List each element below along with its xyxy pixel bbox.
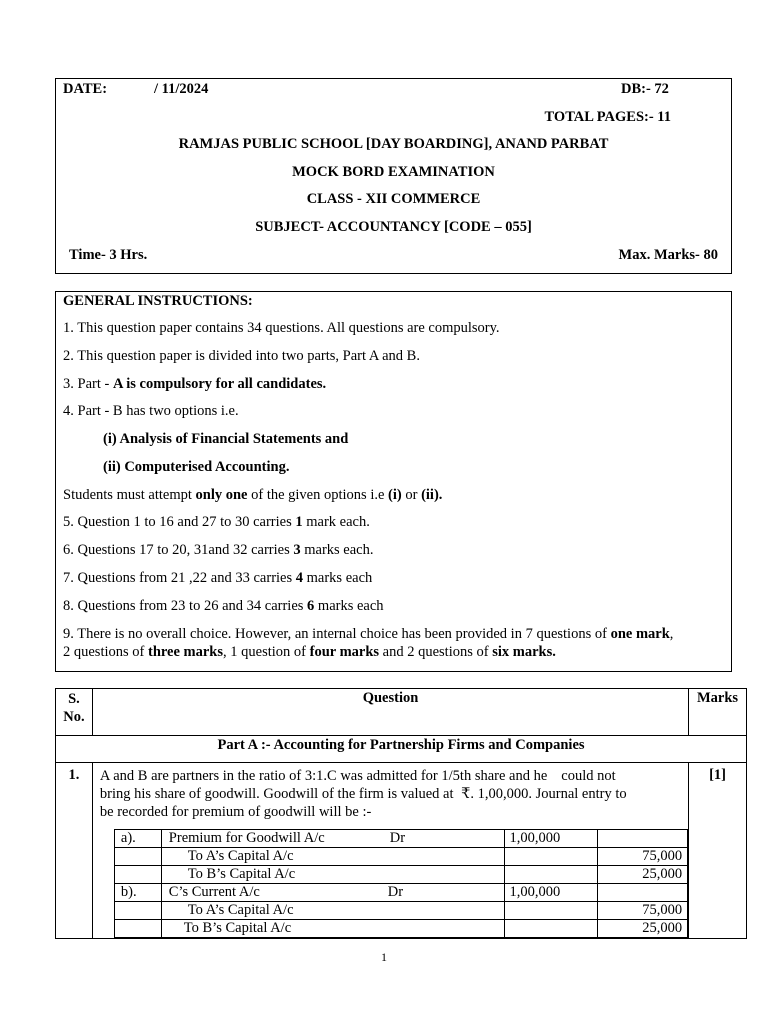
col-marks-header: Marks xyxy=(689,689,747,736)
option-label: b). xyxy=(114,884,161,902)
option-row xyxy=(114,848,687,866)
table-header-row xyxy=(56,689,747,736)
options-table xyxy=(114,829,688,938)
entry-text: C’s Current A/c xyxy=(168,884,260,900)
instructions-title: GENERAL INSTRUCTIONS: xyxy=(63,293,253,309)
debit-amount xyxy=(505,866,598,884)
date-label: DATE: xyxy=(63,81,108,97)
credit-amount: 25,000 xyxy=(598,866,688,884)
col-question-header: Question xyxy=(92,689,688,736)
debit-marker: Dr xyxy=(387,884,404,900)
question-text xyxy=(92,763,688,939)
instruction-9: 9. There is no overall choice. However, an internal choice has been provided in 7 questions of one mark, xyxy=(63,626,674,642)
part-a-row xyxy=(56,736,747,763)
instruction-3: 3. Part - A is compulsory for all candidates. xyxy=(63,376,327,392)
school-name: RAMJAS PUBLIC SCHOOL [DAY BOARDING], ANAND PARBAT xyxy=(178,136,609,152)
exam-header xyxy=(55,78,732,274)
part-a-title: Part A :- Accounting for Partnership Firms and Companies xyxy=(56,736,747,763)
col-sno-header: S. No. xyxy=(56,689,93,736)
option-row xyxy=(114,830,687,848)
credit-amount: 75,000 xyxy=(598,902,688,920)
option-label: a). xyxy=(114,830,161,848)
journal-entry xyxy=(161,866,505,884)
instruction-6: 6. Questions 17 to 20, 31and 32 carries 3 marks each. xyxy=(63,542,374,558)
debit-amount: 1,00,000 xyxy=(505,884,598,902)
question-line-3: be recorded for premium of goodwill will be :- xyxy=(99,804,372,820)
instruction-7: 7. Questions from 21 ,22 and 33 carries 4 marks each xyxy=(63,570,373,586)
instruction-8: 8. Questions from 23 to 26 and 34 carries 6 marks each xyxy=(63,598,384,614)
credit-amount xyxy=(598,830,688,848)
question-row-1 xyxy=(56,763,747,939)
entry-text: To A’s Capital A/c xyxy=(187,902,294,918)
option-row xyxy=(114,920,687,938)
db-number: DB:- 72 xyxy=(621,81,669,97)
journal-entry xyxy=(161,884,505,902)
entry-text: To A’s Capital A/c xyxy=(187,848,294,864)
instruction-9-cont: 2 questions of three marks, 1 question of four marks and 2 questions of six marks. xyxy=(63,644,556,660)
credit-amount: 75,000 xyxy=(598,848,688,866)
entry-text: Premium for Goodwill A/c xyxy=(168,830,325,846)
option-label xyxy=(114,866,161,884)
question-line-1: A and B are partners in the ratio of 3:1.C was admitted for 1/5th share and he could not xyxy=(99,768,616,784)
students-note: Students must attempt only one of the given options i.e (i) or (ii). xyxy=(63,487,443,503)
option-label xyxy=(114,902,161,920)
date-value: / 11/2024 xyxy=(154,81,209,97)
exam-title: MOCK BORD EXAMINATION xyxy=(292,164,495,180)
entry-text: To B’s Capital A/c xyxy=(187,866,296,882)
credit-amount xyxy=(598,884,688,902)
instruction-2: 2. This question paper is divided into two parts, Part A and B. xyxy=(63,348,420,364)
journal-entry xyxy=(161,902,505,920)
journal-entry xyxy=(161,830,505,848)
time-allowed: Time- 3 Hrs. xyxy=(69,247,148,263)
entry-text: To B’s Capital A/c xyxy=(183,920,292,936)
option-row xyxy=(114,866,687,884)
total-pages: TOTAL PAGES:- 11 xyxy=(544,109,671,125)
subject-title: SUBJECT- ACCOUNTANCY [CODE – 055] xyxy=(255,219,532,235)
general-instructions xyxy=(55,291,732,672)
debit-marker: Dr xyxy=(389,830,406,846)
question-line-2: bring his share of goodwill. Goodwill of the firm is valued at ₹. 1,00,000. Journal entry to xyxy=(99,786,627,802)
class-title: CLASS - XII COMMERCE xyxy=(306,191,481,207)
instruction-4: 4. Part - B has two options i.e. xyxy=(63,403,239,419)
question-number: 1. xyxy=(56,763,93,939)
question-marks: [1] xyxy=(689,763,747,939)
debit-amount: 1,00,000 xyxy=(505,830,598,848)
debit-amount xyxy=(505,902,598,920)
page-number: 1 xyxy=(381,950,387,964)
debit-amount xyxy=(505,848,598,866)
option-label xyxy=(114,920,161,938)
option-ii: (ii) Computerised Accounting. xyxy=(103,459,290,475)
debit-amount xyxy=(505,920,598,938)
option-i: (i) Analysis of Financial Statements and xyxy=(103,431,349,447)
instruction-5: 5. Question 1 to 16 and 27 to 30 carries 1 mark each. xyxy=(63,514,370,530)
credit-amount: 25,000 xyxy=(598,920,688,938)
option-row xyxy=(114,884,687,902)
question-table xyxy=(55,688,747,939)
rupee-symbol: ₹ xyxy=(461,786,471,802)
option-label xyxy=(114,848,161,866)
journal-entry xyxy=(161,920,505,938)
journal-entry xyxy=(161,848,505,866)
option-row xyxy=(114,902,687,920)
instruction-1: 1. This question paper contains 34 questions. All questions are compulsory. xyxy=(63,320,500,336)
max-marks: Max. Marks- 80 xyxy=(618,247,718,263)
